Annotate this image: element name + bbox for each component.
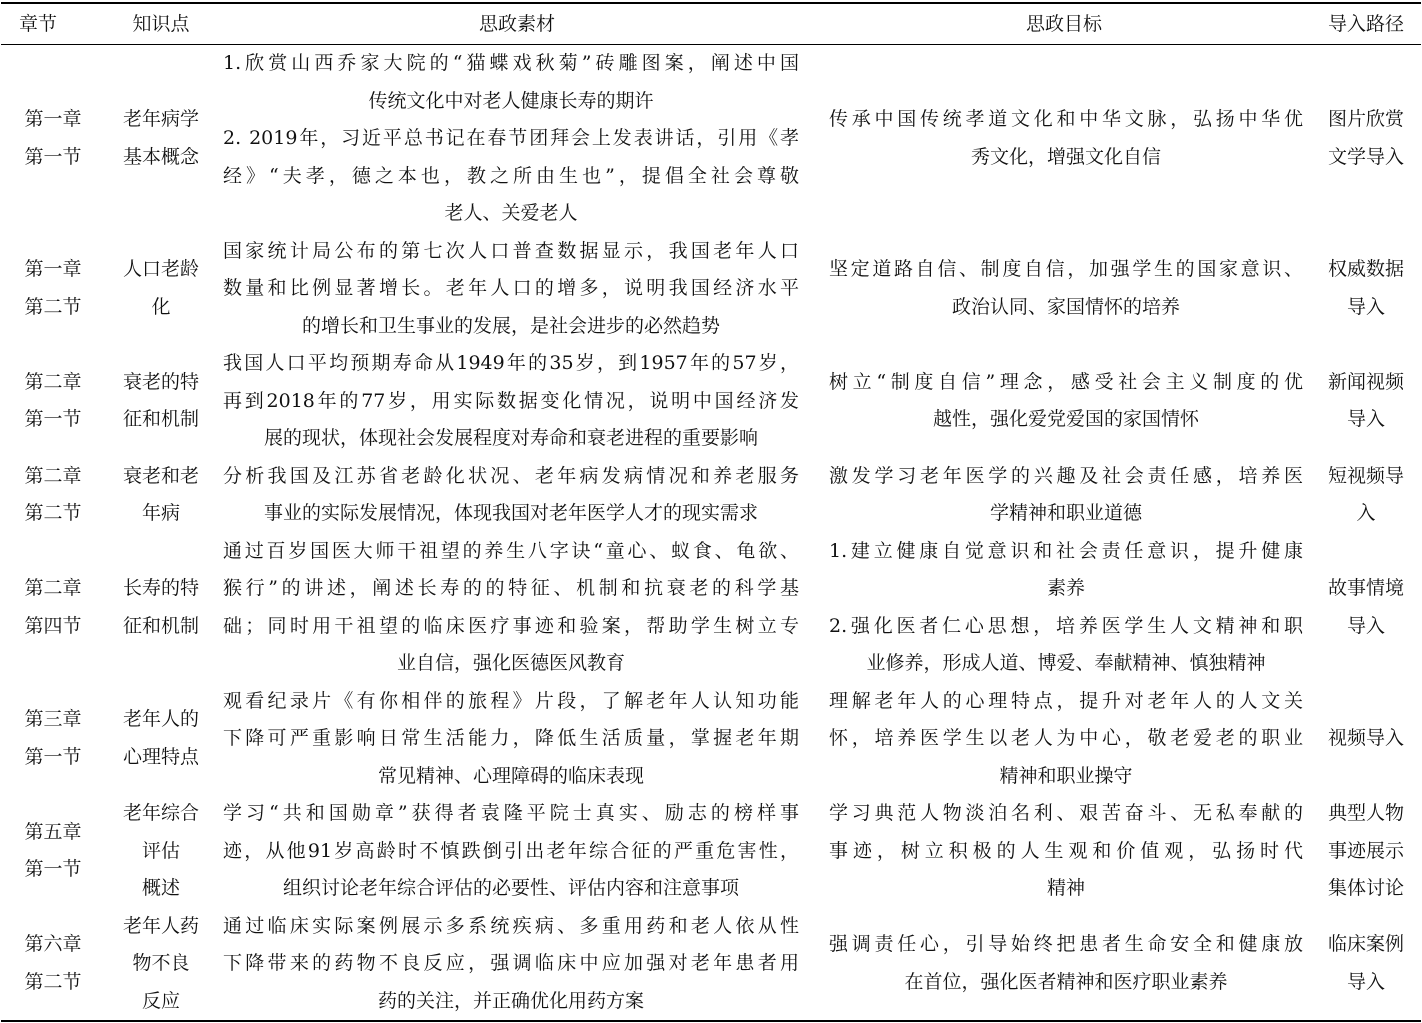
header-import-path: 导入路径 xyxy=(1327,13,1404,35)
table-row xyxy=(1,345,1421,458)
cell-line: 临床案例 xyxy=(1327,933,1404,956)
cell-line: 图片欣赏 xyxy=(1327,108,1404,131)
cell-line: 国家统计局公布的第七次人口普查数据显示，我国老年人口 xyxy=(223,239,799,262)
cell-line: 强调责任心，引导始终把患者生命安全和健康放 xyxy=(829,933,1303,956)
cell-material xyxy=(217,795,817,908)
cell-line: 化 xyxy=(151,295,171,318)
cell-line: 激发学习老年医学的兴趣及社会责任感，培养医 xyxy=(829,464,1303,487)
cell-line: 第五章 xyxy=(24,820,82,843)
cell-line: 衰老的特 xyxy=(122,370,199,393)
cell-line: 越性，强化爱党爱国的家国情怀 xyxy=(932,408,1199,431)
cell-line: 第一节 xyxy=(24,745,82,768)
cell-line: 第三章 xyxy=(24,708,82,731)
cell-material xyxy=(217,908,817,1022)
cell-line: 组织讨论老年综合评估的必要性、评估内容和注意事项 xyxy=(282,877,739,899)
cell-line: 衰老和老 xyxy=(122,464,199,487)
cell-line: 第二节 xyxy=(24,502,82,524)
table-row xyxy=(1,683,1421,796)
cell-line: 传承中国传统孝道文化和中华文脉，弘扬中华优 xyxy=(829,108,1303,131)
cell-import-path xyxy=(1311,458,1421,533)
cell-knowledge-point xyxy=(105,533,217,683)
cell-line: 第一章 xyxy=(24,108,82,131)
cell-chapter xyxy=(1,458,105,533)
cell-goal xyxy=(817,458,1311,533)
cell-line: 第二节 xyxy=(24,970,82,993)
cell-knowledge-point xyxy=(105,908,217,1022)
cell-goal xyxy=(817,233,1311,346)
cell-chapter xyxy=(1,683,105,796)
cell-line: 心理特点 xyxy=(122,745,199,768)
cell-line: 数量和比例显著增长。老年人口的增多，说明我国经济水平 xyxy=(223,277,799,299)
cell-knowledge-point xyxy=(105,45,217,233)
cell-line: 第二章 xyxy=(24,577,82,599)
table-row xyxy=(1,233,1421,346)
cell-material xyxy=(217,533,817,683)
cell-chapter xyxy=(1,533,105,683)
cell-line: 典型人物 xyxy=(1327,802,1404,824)
cell-line: 反应 xyxy=(141,989,180,1012)
cell-line: 通过临床实际案例展示多系统疾病、多重用药和老人依从性 xyxy=(223,914,799,937)
cell-line: 第二章 xyxy=(24,370,82,393)
cell-line: 在首位，强化医者精神和医疗职业素养 xyxy=(904,970,1228,993)
cell-goal xyxy=(817,45,1311,233)
cell-line: 基本概念 xyxy=(122,145,199,168)
cell-import-path xyxy=(1311,908,1421,1022)
cell-goal xyxy=(817,795,1311,908)
cell-line: 第一节 xyxy=(24,408,82,431)
cell-line: 第一章 xyxy=(24,258,82,281)
table-row xyxy=(1,45,1421,233)
cell-material xyxy=(217,345,817,458)
table-body xyxy=(1,45,1421,1022)
cell-material xyxy=(217,233,817,346)
cell-line: 评估 xyxy=(141,839,180,862)
table-header xyxy=(1,3,1421,45)
cell-line: 再到2018年的77岁，用实际数据变化情况，说明中国经济发 xyxy=(223,389,799,412)
cell-knowledge-point xyxy=(105,345,217,458)
cell-import-path xyxy=(1311,683,1421,796)
cell-line: 短视频导 xyxy=(1327,464,1404,487)
cell-line: 坚定道路自信、制度自信，加强学生的国家意识、 xyxy=(829,258,1303,281)
cell-line: 老年综合 xyxy=(122,802,199,824)
cell-line: 物不良 xyxy=(132,952,190,974)
cell-chapter xyxy=(1,233,105,346)
cell-line: 事迹，树立积极的人生观和价值观，弘扬时代 xyxy=(829,839,1303,862)
cell-import-path xyxy=(1311,345,1421,458)
cell-line: 导入 xyxy=(1346,295,1385,318)
cell-line: 1.建立健康自觉意识和社会责任意识，提升健康 xyxy=(829,539,1303,562)
cell-line: 学习“共和国勋章”获得者袁隆平院士真实、励志的榜样事 xyxy=(223,802,799,824)
cell-line: 精神 xyxy=(1046,877,1085,899)
cell-line: 入 xyxy=(1356,502,1376,524)
cell-line: 下降可严重影响日常生活能力，降低生活质量，掌握老年期 xyxy=(223,727,799,749)
table-row xyxy=(1,795,1421,908)
cell-line: 导入 xyxy=(1346,408,1385,431)
cell-line: 学习典范人物淡泊名利、艰苦奋斗、无私奉献的 xyxy=(829,802,1303,824)
cell-material xyxy=(217,45,817,233)
header-knowledge-point: 知识点 xyxy=(132,13,190,35)
cell-line: 导入 xyxy=(1346,614,1385,637)
cell-material xyxy=(217,683,817,796)
cell-line: 猴行”的讲述，阐述长寿的的特征、机制和抗衰老的科学基 xyxy=(223,577,799,599)
cell-line: 我国人口平均预期寿命从1949年的35岁，到1957年的57岁， xyxy=(223,352,799,374)
table-row xyxy=(1,458,1421,533)
cell-line: 常见精神、心理障碍的临床表现 xyxy=(377,764,644,787)
cell-line: 长寿的特 xyxy=(122,577,199,599)
cell-import-path xyxy=(1311,233,1421,346)
cell-knowledge-point xyxy=(105,233,217,346)
cell-line: 通过百岁国医大师干祖望的养生八字诀“童心、蚁食、龟欲、 xyxy=(223,539,799,562)
cell-chapter xyxy=(1,908,105,1022)
cell-line: 分析我国及江苏省老龄化状况、老年病发病情况和养老服务 xyxy=(223,464,799,487)
cell-goal xyxy=(817,908,1311,1022)
cell-line: 第六章 xyxy=(24,933,82,956)
cell-line: 迹，从他91岁高龄时不慎跌倒引出老年综合征的严重危害性， xyxy=(223,839,799,862)
cell-line: 新闻视频 xyxy=(1327,370,1404,393)
cell-line: 秀文化，增强文化自信 xyxy=(970,145,1161,168)
cell-line: 概述 xyxy=(141,877,180,899)
cell-import-path xyxy=(1311,795,1421,908)
cell-line: 集体讨论 xyxy=(1327,877,1404,899)
cell-line: 故事情境 xyxy=(1327,577,1404,599)
cell-line: 药的关注，并正确优化用药方案 xyxy=(377,989,644,1012)
cell-line: 权威数据 xyxy=(1327,258,1404,281)
cell-line: 1.欣赏山西乔家大院的“猫蝶戏秋菊”砖雕图案，阐述中国 xyxy=(223,52,799,74)
cell-line: 学精神和职业道德 xyxy=(989,502,1142,524)
cell-line: 征和机制 xyxy=(122,614,199,637)
cell-line: 的增长和卫生事业的发展，是社会进步的必然趋势 xyxy=(301,314,720,337)
cell-import-path xyxy=(1311,533,1421,683)
cell-line: 事业的实际发展情况，体现我国对老年医学人才的现实需求 xyxy=(263,502,758,524)
cell-line: 第二节 xyxy=(24,295,82,318)
cell-import-path xyxy=(1311,45,1421,233)
cell-line: 老年人药 xyxy=(122,914,199,937)
cell-line: 精神和职业操守 xyxy=(999,764,1133,787)
cell-line: 经》“夫孝，德之本也，教之所由生也”，提倡全社会尊敬 xyxy=(223,164,799,187)
cell-line: 2.强化医者仁心思想，培养医学生人文精神和职 xyxy=(829,614,1303,637)
cell-line: 业自信，强化医德医风教育 xyxy=(396,652,625,674)
header-chapter: 章节 xyxy=(19,13,58,35)
cell-line: 理解老年人的心理特点，提升对老年人的人文关 xyxy=(829,689,1303,712)
cell-line: 老人、关爱老人 xyxy=(444,202,578,224)
ideology-course-table xyxy=(1,2,1421,1022)
cell-line: 老年人的 xyxy=(122,708,199,731)
header-row xyxy=(1,3,1421,45)
header-material: 思政素材 xyxy=(478,13,555,35)
cell-goal xyxy=(817,345,1311,458)
table-row xyxy=(1,908,1421,1022)
cell-line: 第四节 xyxy=(24,614,82,637)
cell-line: 础；同时用干祖望的临床医疗事迹和验案，帮助学生树立专 xyxy=(223,614,799,637)
cell-chapter xyxy=(1,795,105,908)
cell-line: 征和机制 xyxy=(122,408,199,431)
cell-line: 怀，培养医学生以老人为中心，敬老爱老的职业 xyxy=(829,727,1303,749)
cell-line: 第二章 xyxy=(24,464,82,487)
cell-line: 第一节 xyxy=(24,858,82,881)
cell-material xyxy=(217,458,817,533)
cell-knowledge-point xyxy=(105,458,217,533)
cell-knowledge-point xyxy=(105,683,217,796)
cell-line: 视频导入 xyxy=(1327,727,1404,749)
cell-line: 观看纪录片《有你相伴的旅程》片段，了解老年人认知功能 xyxy=(223,689,799,712)
cell-goal xyxy=(817,533,1311,683)
cell-line: 年病 xyxy=(141,502,180,524)
cell-chapter xyxy=(1,345,105,458)
table-row xyxy=(1,533,1421,683)
cell-line: 2. 2019年，习近平总书记在春节团拜会上发表讲话，引用《孝 xyxy=(223,127,799,149)
cell-line: 老年病学 xyxy=(122,108,199,131)
cell-line: 传统文化中对老人健康长寿的期许 xyxy=(368,89,654,112)
cell-line: 下降带来的药物不良反应，强调临床中应加强对老年患者用 xyxy=(223,952,799,974)
cell-line: 事迹展示 xyxy=(1327,839,1404,862)
cell-line: 树立“制度自信”理念，感受社会主义制度的优 xyxy=(829,370,1303,393)
cell-knowledge-point xyxy=(105,795,217,908)
cell-line: 素养 xyxy=(1046,577,1085,599)
cell-line: 展的现状，体现社会发展程度对寿命和衰老进程的重要影响 xyxy=(263,427,758,449)
header-goal: 思政目标 xyxy=(1025,13,1102,35)
cell-goal xyxy=(817,683,1311,796)
cell-line: 文学导入 xyxy=(1327,145,1404,168)
cell-line: 人口老龄 xyxy=(122,258,199,281)
cell-line: 业修养，形成人道、博爱、奉献精神、慎独精神 xyxy=(866,652,1266,674)
cell-chapter xyxy=(1,45,105,233)
cell-line: 第一节 xyxy=(24,145,82,168)
cell-line: 导入 xyxy=(1346,970,1385,993)
cell-line: 政治认同、家国情怀的培养 xyxy=(951,295,1180,318)
